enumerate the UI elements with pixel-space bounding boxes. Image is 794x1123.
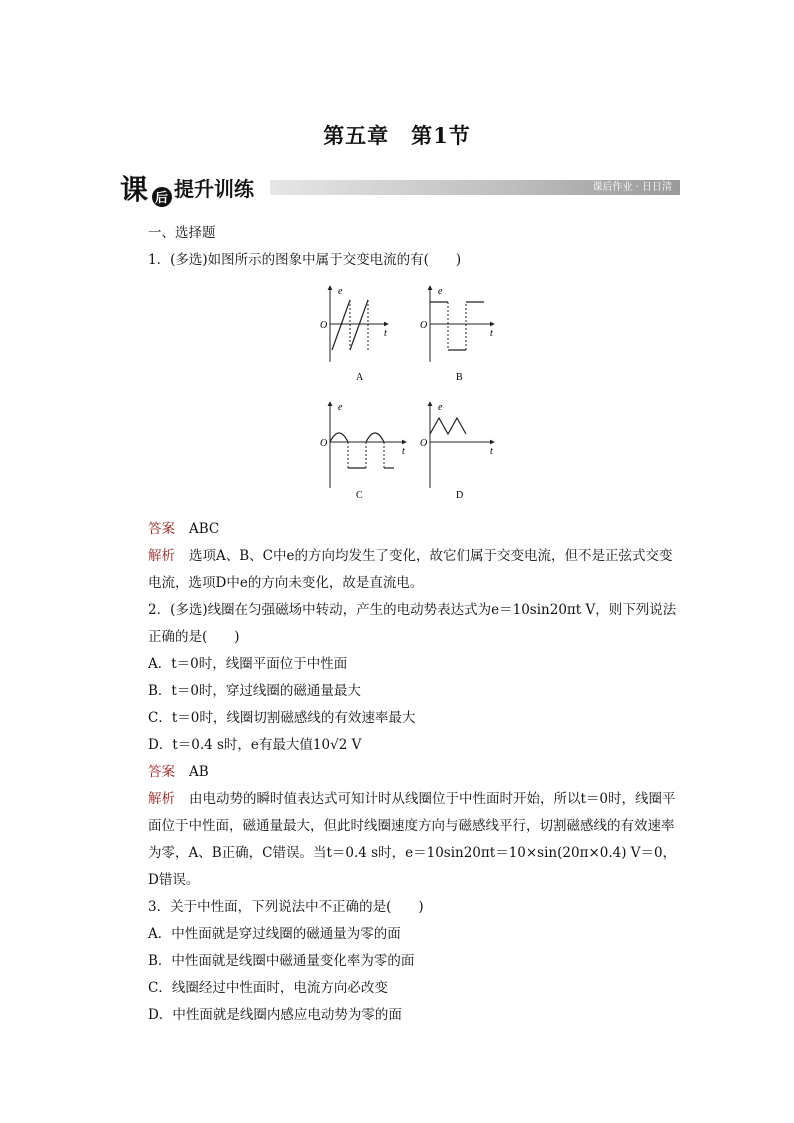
q3-option-c: C．线圈经过中性面时，电流方向必改变 bbox=[148, 980, 388, 996]
graph-b-label: B bbox=[456, 372, 463, 383]
graph-a-ramp-1 bbox=[332, 300, 350, 350]
logo-char-2: 后 bbox=[155, 191, 169, 206]
graph-d-t-label: t bbox=[490, 446, 493, 457]
q1-answer bbox=[118, 516, 678, 543]
banner-logo bbox=[118, 169, 178, 209]
q2-analysis-label: 解析 bbox=[148, 791, 175, 807]
q1-graphs bbox=[308, 278, 508, 510]
q1-figure bbox=[308, 278, 508, 510]
graph-d bbox=[420, 402, 494, 501]
logo-char-1: 课 bbox=[120, 173, 149, 206]
q2-option-d: D．t＝0.4 s时，e有最大值10√2 V bbox=[148, 737, 362, 753]
q3-option-b: B．中性面就是线圈中磁通量变化率为零的面 bbox=[148, 953, 415, 969]
section-heading: 一、选择题 bbox=[148, 225, 216, 241]
graph-a bbox=[320, 286, 388, 383]
q1-analysis-text: 选项A、B、C中e的方向均发生了变化，故它们属于交变电流，但不是正弦式交变电流，选项D中e的方向未变化，故是直流电。 bbox=[148, 548, 673, 591]
graph-d-origin: O bbox=[420, 438, 428, 449]
q1-analysis bbox=[118, 543, 678, 597]
q1-answer-label: 答案 bbox=[148, 521, 175, 537]
q2-option-c: C．t＝0时，线圈切割磁感线的有效速率最大 bbox=[148, 710, 416, 726]
content bbox=[118, 220, 678, 1029]
q1-answer-value: ABC bbox=[189, 521, 220, 537]
graph-a-ramp-2 bbox=[350, 300, 368, 350]
graph-c-label: C bbox=[356, 490, 363, 501]
q2-analysis bbox=[118, 786, 678, 894]
page-title: 第五章 第1节 bbox=[323, 123, 471, 148]
banner-bar bbox=[270, 180, 680, 195]
graph-d-label: D bbox=[456, 490, 464, 501]
banner-tag: 课后作业 · 日日清 bbox=[592, 182, 672, 193]
graph-b-e-label: e bbox=[438, 286, 443, 297]
graph-c-arc-1 bbox=[330, 433, 348, 442]
q2-stem: 2．(多选)线圈在匀强磁场中转动，产生的电动势表达式为e＝10sin20πt V，则下列说法正确的是( ) bbox=[148, 602, 677, 645]
q2-answer bbox=[118, 759, 678, 786]
graph-c-e-label: e bbox=[338, 402, 343, 413]
q2-option-b: B．t＝0时，穿过线圈的磁通量最大 bbox=[148, 683, 361, 699]
graph-d-e-label: e bbox=[438, 402, 443, 413]
q1-analysis-label: 解析 bbox=[148, 548, 175, 564]
q3-option-a: A．中性面就是穿过线圈的磁通量为零的面 bbox=[148, 926, 401, 942]
graph-c bbox=[320, 402, 406, 501]
graph-c-arc-2 bbox=[366, 433, 384, 442]
graph-c-origin: O bbox=[320, 438, 328, 449]
banner-text: 提升训练 bbox=[174, 177, 254, 201]
q3-option-d: D．中性面就是线圈内感应电动势为零的面 bbox=[148, 1007, 402, 1023]
q2-answer-value: AB bbox=[189, 764, 209, 780]
graph-d-triangle-wave bbox=[430, 418, 466, 434]
q2-option-a: A．t＝0时，线圈平面位于中性面 bbox=[148, 656, 348, 672]
q3-stem: 3．关于中性面，下列说法中不正确的是( ) bbox=[148, 899, 424, 915]
graph-b-t-label: t bbox=[490, 328, 493, 339]
q2-answer-label: 答案 bbox=[148, 764, 175, 780]
graph-a-t-label: t bbox=[384, 328, 387, 339]
graph-b-origin: O bbox=[420, 320, 428, 331]
graph-b bbox=[420, 286, 494, 383]
graph-c-t-label: t bbox=[402, 446, 405, 457]
graph-a-label: A bbox=[356, 372, 364, 383]
section-banner bbox=[118, 165, 680, 213]
q1-stem: 1．(多选)如图所示的图象中属于交变电流的有( ) bbox=[148, 252, 462, 268]
graph-a-origin: O bbox=[320, 320, 328, 331]
q2-analysis-text: 由电动势的瞬时值表达式可知计时从线圈位于中性面时开始，所以t＝0时，线圈平面位于中性面，磁通量最大，但此时线圈速度方向与磁感线平行，切割磁感线的有效速率为零，A、B正确，C错误。当t＝0.4 s时，e＝10sin20πt＝10×sin(20π×0.4) V＝0，D错误。 bbox=[148, 791, 677, 888]
graph-a-e-label: e bbox=[338, 286, 343, 297]
